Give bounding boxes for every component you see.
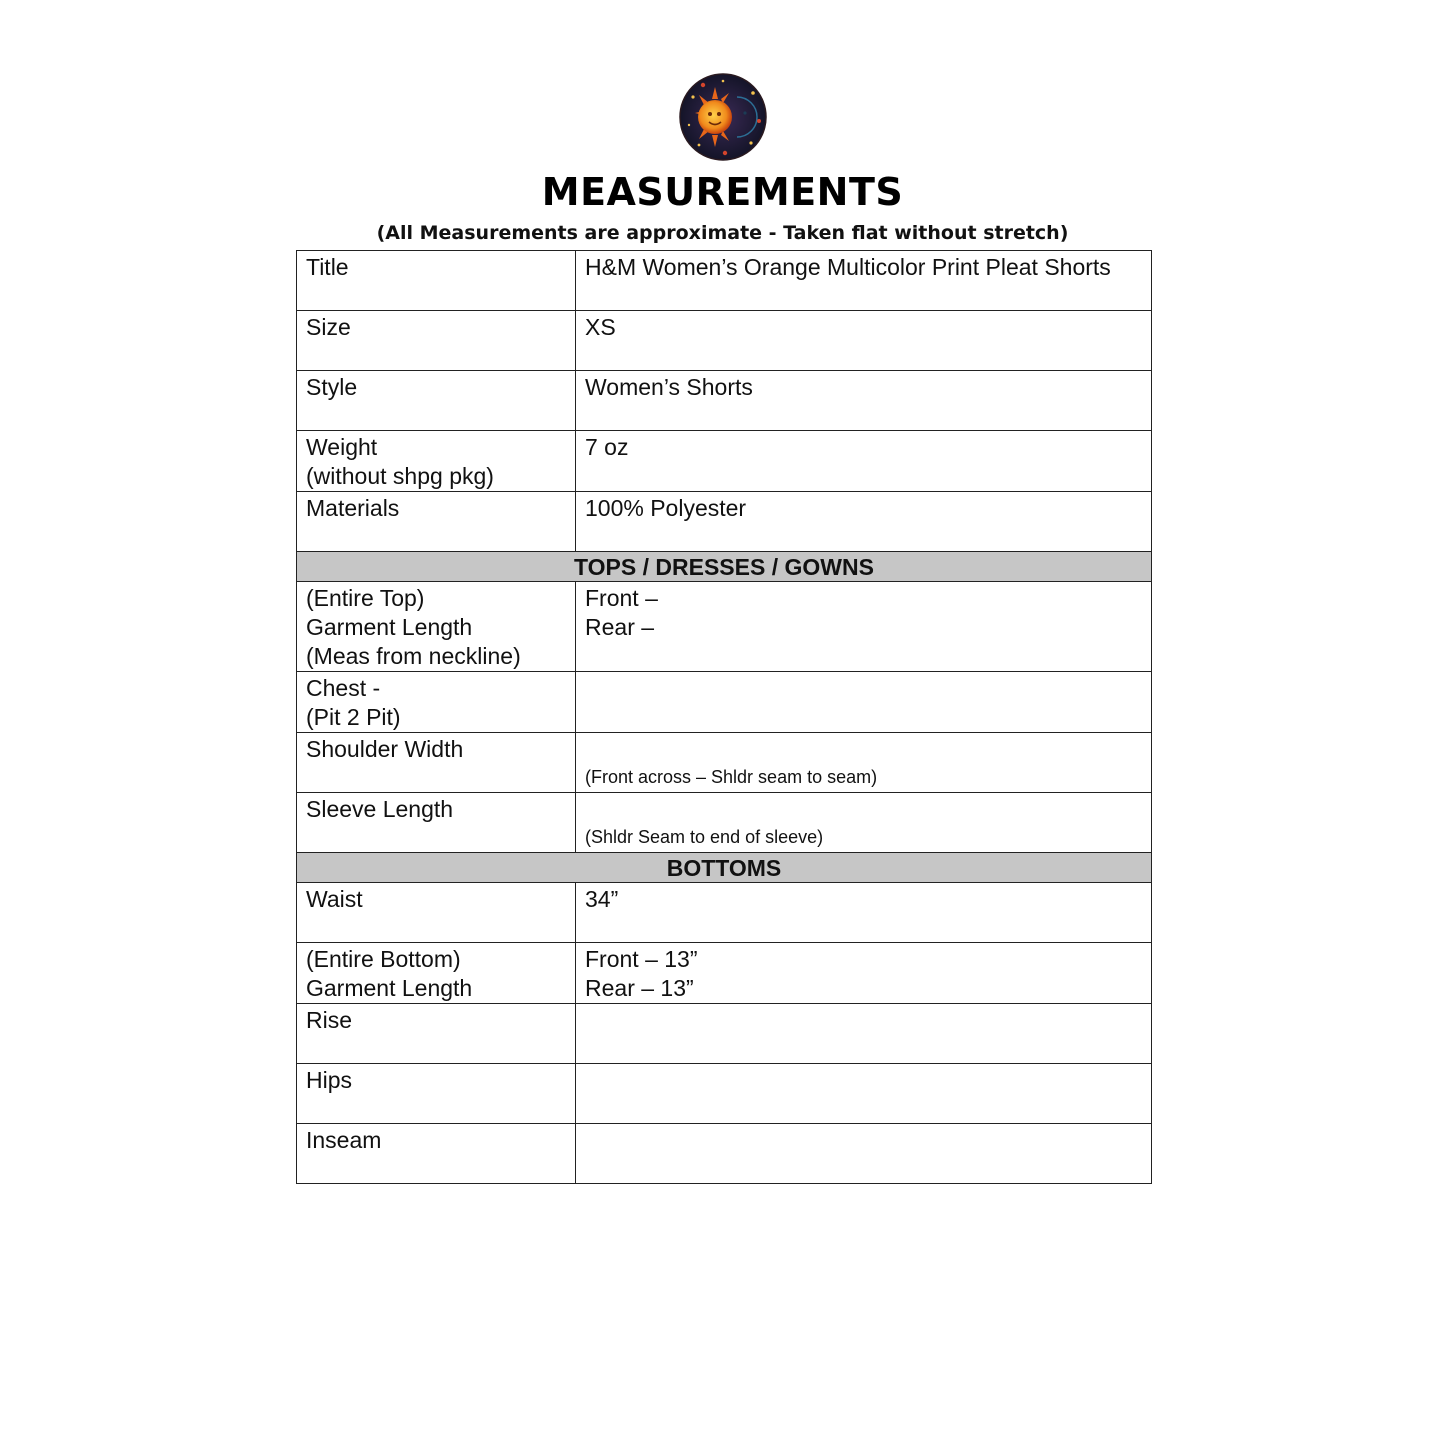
table-row-size <box>297 311 1152 371</box>
row-value-bottom-garment-length <box>576 943 1152 1004</box>
table-row-top-garment-length <box>297 582 1152 672</box>
row-value-hips <box>576 1064 1152 1124</box>
top-length-label-line2: Garment Length <box>306 614 473 640</box>
table-row-title <box>297 251 1152 311</box>
table-row-chest <box>297 672 1152 733</box>
row-label-size: Size <box>297 311 576 371</box>
weight-label: Weight <box>306 434 378 460</box>
table-row-sleeve <box>297 793 1152 853</box>
section-title-bottoms: BOTTOMS <box>297 853 1152 883</box>
row-label-top-garment-length <box>297 582 576 672</box>
row-value-rise <box>576 1004 1152 1064</box>
row-value-waist: 34” <box>576 883 1152 943</box>
row-value-shoulder <box>576 733 1152 793</box>
chest-label: Chest - <box>306 675 381 701</box>
row-label-hips: Hips <box>297 1064 576 1124</box>
table-row-materials <box>297 492 1152 552</box>
bottom-length-rear: Rear – 13” <box>585 975 694 1001</box>
row-label-shoulder: Shoulder Width <box>297 733 576 793</box>
row-value-chest <box>576 672 1152 733</box>
row-label-style: Style <box>297 371 576 431</box>
measurements-table <box>296 250 1152 1184</box>
top-length-front: Front – <box>585 585 658 611</box>
row-label-waist: Waist <box>297 883 576 943</box>
table-row-bottom-garment-length <box>297 943 1152 1004</box>
table-row-weight <box>297 431 1152 492</box>
page-title: MEASUREMENTS <box>541 170 904 214</box>
table-row-inseam <box>297 1124 1152 1184</box>
section-title-tops: TOPS / DRESSES / GOWNS <box>297 552 1152 582</box>
row-value-style: Women’s Shorts <box>576 371 1152 431</box>
page-subtitle: (All Measurements are approximate - Taken flat without stretch) <box>376 222 1069 244</box>
sun-moon-logo-icon <box>679 73 767 161</box>
table-row-waist <box>297 883 1152 943</box>
row-label-title: Title <box>297 251 576 311</box>
table-row-rise <box>297 1004 1152 1064</box>
row-label-weight <box>297 431 576 492</box>
chest-label-note: (Pit 2 Pit) <box>306 704 401 730</box>
row-label-materials: Materials <box>297 492 576 552</box>
row-value-inseam <box>576 1124 1152 1184</box>
row-label-rise: Rise <box>297 1004 576 1064</box>
top-length-label-line3: (Meas from neckline) <box>306 643 521 669</box>
weight-label-note: (without shpg pkg) <box>306 463 494 489</box>
row-label-bottom-garment-length <box>297 943 576 1004</box>
sleeve-note: (Shldr Seam to end of sleeve) <box>585 827 824 847</box>
bottom-length-front: Front – 13” <box>585 946 698 972</box>
row-value-weight: 7 oz <box>576 431 1152 492</box>
row-value-top-garment-length <box>576 582 1152 672</box>
row-value-size: XS <box>576 311 1152 371</box>
row-value-title: H&M Women’s Orange Multicolor Print Pleat Shorts <box>576 251 1152 311</box>
table-row-hips <box>297 1064 1152 1124</box>
row-value-sleeve <box>576 793 1152 853</box>
section-header-tops <box>297 552 1152 582</box>
section-header-bottoms <box>297 853 1152 883</box>
top-length-rear: Rear – <box>585 614 655 640</box>
bottom-length-label-line1: (Entire Bottom) <box>306 946 461 972</box>
row-label-chest <box>297 672 576 733</box>
row-value-materials: 100% Polyester <box>576 492 1152 552</box>
table-row-shoulder <box>297 733 1152 793</box>
row-label-inseam: Inseam <box>297 1124 576 1184</box>
table-row-style <box>297 371 1152 431</box>
shoulder-note: (Front across – Shldr seam to seam) <box>585 767 878 787</box>
row-label-sleeve: Sleeve Length <box>297 793 576 853</box>
bottom-length-label-line2: Garment Length <box>306 975 473 1001</box>
top-length-label-line1: (Entire Top) <box>306 585 425 611</box>
